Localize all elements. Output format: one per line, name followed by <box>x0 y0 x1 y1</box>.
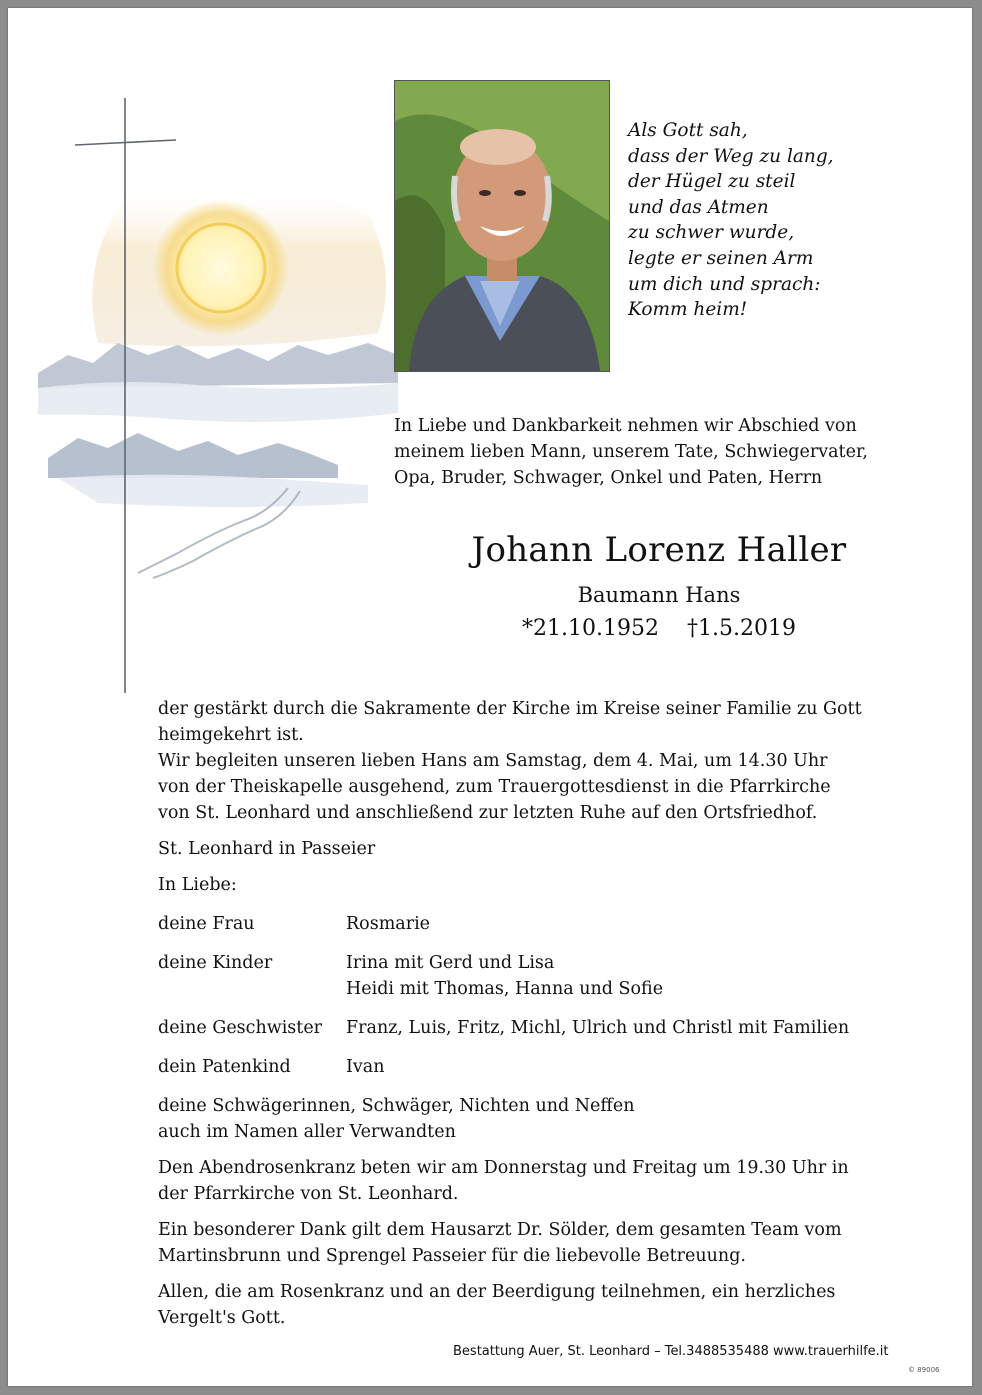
poem-line: um dich und sprach: <box>628 273 821 295</box>
family-row <box>158 1015 918 1041</box>
family-row <box>158 1054 918 1080</box>
portrait-photo <box>394 80 610 372</box>
rosary-line: der Pfarrkirche von St. Leonhard. <box>158 1184 459 1204</box>
rosary-line: Den Abendrosenkranz beten wir am Donnerstag und Freitag um 19.30 Uhr in <box>158 1158 849 1178</box>
thanks-line: Martinsbrunn und Sprengel Passeier für die liebevolle Betreuung. <box>158 1246 746 1266</box>
place-line: St. Leonhard in Passeier <box>158 839 376 859</box>
memorial-poem <box>628 118 928 323</box>
poem-line: dass der Weg zu lang, <box>628 145 834 167</box>
family-names: Heidi mit Thomas, Hanna und Sofie <box>346 979 664 999</box>
funeral-home-footer: Bestattung Auer, St. Leonhard – Tel.3488535488 www.trauerhilfe.it <box>453 1344 889 1359</box>
intro-text <box>394 413 934 491</box>
body-line: der gestärkt durch die Sakramente der Kirche im Kreise seiner Familie zu Gott <box>158 699 862 719</box>
closing-line: Vergelt's Gott. <box>158 1308 286 1328</box>
relatives-line: auch im Namen aller Verwandten <box>158 1122 456 1142</box>
family-label: deine Geschwister <box>158 1018 323 1038</box>
poem-line: Komm heim! <box>628 299 748 321</box>
body-line: heimgekehrt ist. <box>158 725 304 745</box>
intro-line: meinem lieben Mann, unserem Tate, Schwiegervater, <box>394 442 868 462</box>
intro-line: In Liebe und Dankbarkeit nehmen wir Abschied von <box>394 416 857 436</box>
intro-line: Opa, Bruder, Schwager, Onkel und Paten, Herrn <box>394 468 823 488</box>
cross-landscape-illustration <box>38 93 408 703</box>
family-names: Irina mit Gerd und Lisa <box>346 953 555 973</box>
poem-line: und das Atmen <box>628 196 769 218</box>
family-names: Franz, Luis, Fritz, Michl, Ulrich und Christl mit Familien <box>346 1018 850 1038</box>
obituary-page <box>8 8 972 1386</box>
obituary-body <box>158 696 918 1331</box>
life-dates: *21.10.1952 †1.5.2019 <box>522 616 796 641</box>
family-names: Ivan <box>346 1057 385 1077</box>
relatives-line: deine Schwägerinnen, Schwäger, Nichten und Neffen <box>158 1096 635 1116</box>
poem-line: der Hügel zu steil <box>628 171 796 193</box>
poem-line: legte er seinen Arm <box>628 247 814 269</box>
deceased-nickname: Baumann Hans <box>577 583 741 607</box>
thanks-line: Ein besonderer Dank gilt dem Hausarzt Dr. Sölder, dem gesamten Team vom <box>158 1220 842 1240</box>
poem-line: Als Gott sah, <box>628 120 748 141</box>
sun <box>153 200 289 336</box>
family-label: deine Kinder <box>158 953 273 973</box>
family-row <box>158 950 918 1002</box>
family-label: deine Frau <box>158 914 255 934</box>
family-row <box>158 911 918 937</box>
body-line: von St. Leonhard und anschließend zur letzten Ruhe auf den Ortsfriedhof. <box>158 803 818 823</box>
family-label: dein Patenkind <box>158 1057 291 1077</box>
deceased-name: Johann Lorenz Haller <box>471 530 847 570</box>
poem-line: zu schwer wurde, <box>628 222 795 244</box>
body-line: von der Theiskapelle ausgehend, zum Trauergottesdienst in die Pfarrkirche <box>158 777 831 797</box>
body-line: Wir begleiten unseren lieben Hans am Samstag, dem 4. Mai, um 14.30 Uhr <box>158 751 828 771</box>
in-love-label: In Liebe: <box>158 875 237 895</box>
family-names: Rosmarie <box>346 914 431 934</box>
printer-mark: © 89006 <box>908 1366 940 1374</box>
closing-line: Allen, die am Rosenkranz und an der Beerdigung teilnehmen, ein herzliches <box>158 1282 836 1302</box>
